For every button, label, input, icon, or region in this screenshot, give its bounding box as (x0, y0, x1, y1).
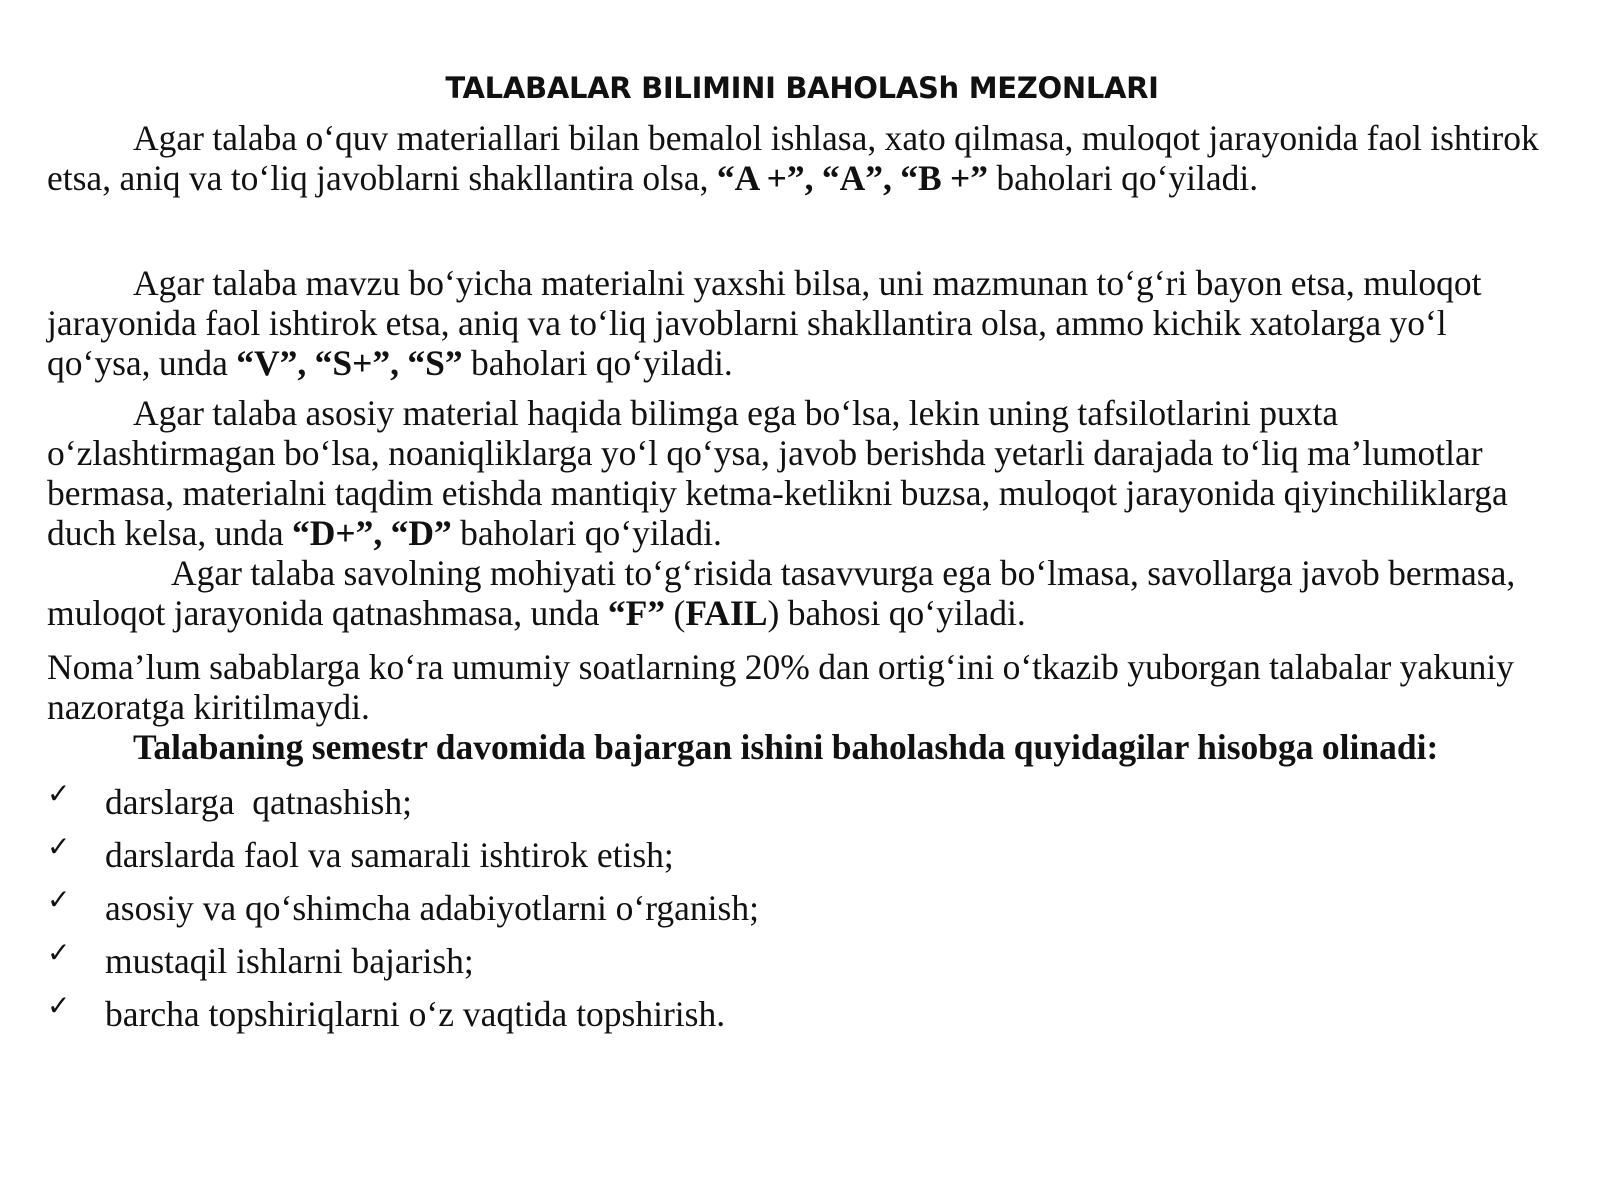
paragraph-text: baholari qo‘yiladi. (451, 513, 722, 553)
paragraph-attendance: Noma’lum sabablarga ko‘ra umumiy soatlarning 20% dan ortig‘ini o‘tkazib yuborgan talabalar yakuniy nazoratga kiritilmaydi. (47, 647, 1515, 727)
paragraph-text: ) bahosi qo‘yiladi. (767, 593, 1026, 633)
check-icon: ✓ (47, 989, 71, 1022)
paragraph-text: Agar talaba asosiy material haqida bilimga ega bo‘lsa, lekin uning tafsilotlarini puxta o‘zlashtirmagan bo‘lsa, noaniqliklarga yo‘l qo‘ysa, javob berishda yetarli darajada to‘liq ma’lumotlar bermasa, materialni taqdim etishda mantiqiy ketma-ketlikni buzsa, muloqot jarayonida qiyinchiliklarga duch kelsa, unda (47, 393, 1508, 553)
list-item (47, 987, 1557, 1040)
list-item-text: mustaqil ishlarni bajarish; (105, 940, 474, 981)
criteria-list (47, 775, 1557, 1040)
paragraph-text: baholari qo‘yiladi. (462, 343, 733, 383)
list-item (47, 828, 1557, 881)
list-item-text: darslarda faol va samarali ishtirok etish; (105, 834, 674, 875)
paragraph-text: Agar talaba savolning mohiyati to‘g‘risida tasavvurga ega bo‘lmasa, savollarga javob bermasa, muloqot jarayonida qatnashmasa, unda (47, 553, 1516, 633)
paragraph-grade-a (47, 118, 1557, 198)
list-item (47, 881, 1557, 934)
list-item (47, 775, 1557, 828)
paragraph-grade-d (47, 393, 1557, 553)
paragraph-text: ( (665, 593, 686, 633)
grade-labels: “V”, “S+”, “S” (236, 343, 463, 383)
check-icon: ✓ (47, 883, 71, 916)
paragraph-text: Agar talaba mavzu bo‘yicha materialni yaxshi bilsa, uni mazmunan to‘g‘ri bayon etsa, muloqot jarayonida faol ishtirok etsa, aniq va to‘liq javoblarni shakllantira olsa, ammo kichik xatolarga yo‘l qo‘ysa, unda (47, 263, 1482, 383)
paragraph-text: baholari qo‘yiladi. (988, 158, 1259, 198)
list-item-text: barcha topshiriqlarni o‘z vaqtida topshirish. (105, 993, 726, 1034)
fail-label: FAIL (685, 593, 768, 633)
paragraph-text: Agar talaba o‘quv materiallari bilan bemalol ishlasa, xato qilmasa, muloqot jarayonida faol ishtirok etsa, aniq va to‘liq javoblarni shakllantira olsa, (47, 118, 1539, 198)
document-page (47, 70, 1557, 1040)
paragraph-grade-b (47, 263, 1557, 383)
check-icon: ✓ (47, 936, 71, 969)
paragraph-criteria-heading: Talabaning semestr davomida bajargan ishini baholashda quyidagilar hisobga olinadi: (133, 727, 1439, 767)
check-icon: ✓ (47, 777, 71, 810)
list-item (47, 934, 1557, 987)
grade-labels: “D+”, “D” (291, 513, 452, 553)
check-icon: ✓ (47, 830, 71, 863)
list-item-text: darslarga qatnashish; (105, 781, 412, 822)
paragraph-grade-f (47, 553, 1557, 633)
grade-labels: “F” (607, 593, 666, 633)
grade-labels: “A +”, “A”, “B +” (716, 158, 989, 198)
document-title: TALABALAR BILIMINI BAHOLASh MEZONLARI (445, 71, 1159, 105)
list-item-text: asosiy va qo‘shimcha adabiyotlarni o‘rganish; (105, 887, 759, 928)
